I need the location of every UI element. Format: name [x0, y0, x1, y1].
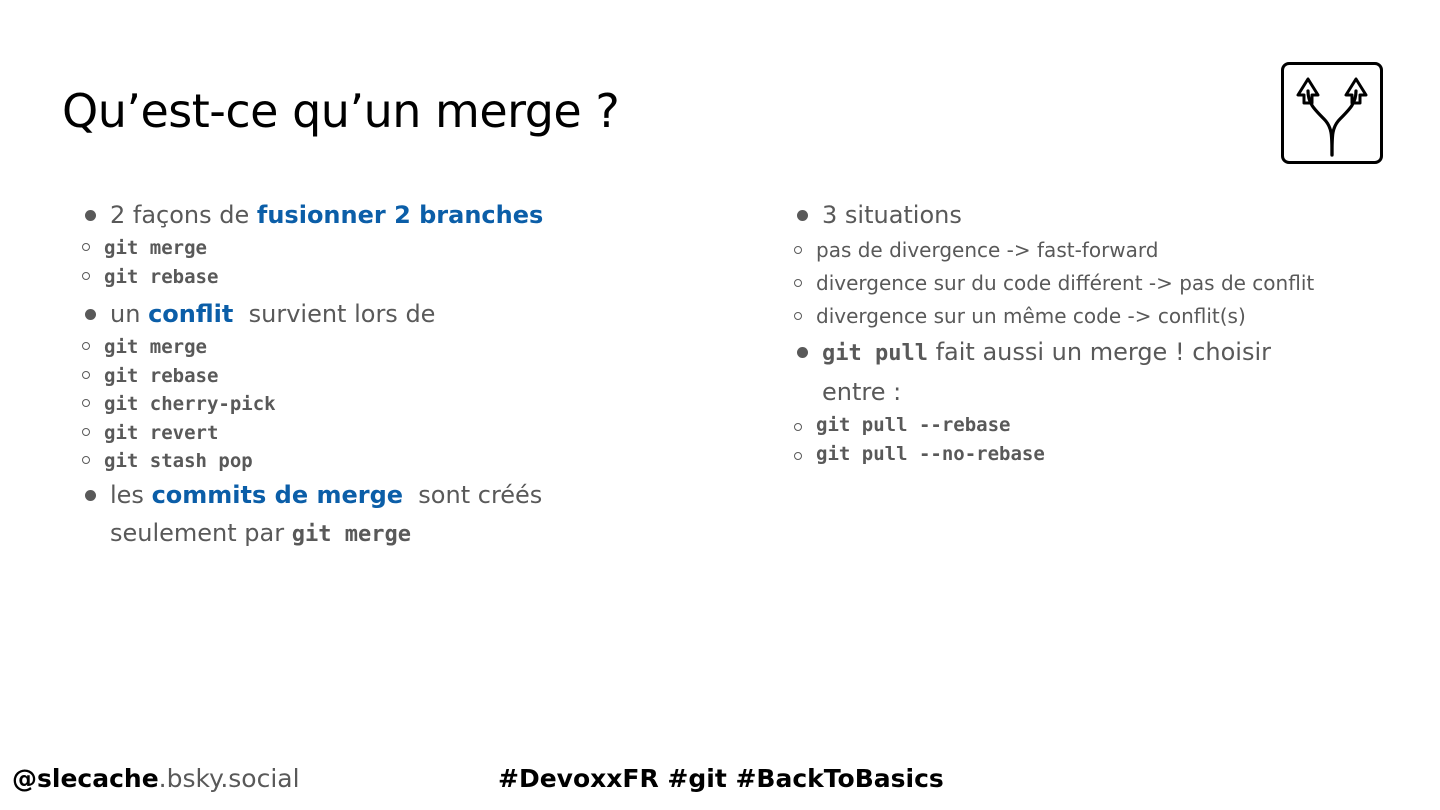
code-text: git merge [104, 237, 207, 259]
code-text: git cherry-pick [104, 393, 276, 415]
bullet-text: 3 situations [822, 201, 962, 229]
code-text: git revert [104, 421, 219, 444]
bullet-two-ways [82, 196, 722, 234]
bullet-git-pull [794, 333, 1322, 411]
bullet-text: fait aussi un merge ! choisir entre : [822, 338, 1279, 406]
highlight-text: fusionner 2 branches [256, 201, 544, 229]
sub-item [82, 447, 722, 476]
code-text: git rebase [104, 364, 219, 387]
sub-item [794, 300, 1354, 333]
code-text: git pull [822, 341, 928, 366]
sub-item [82, 362, 722, 391]
highlight-text: conflit [148, 300, 234, 328]
sub-item-text: divergence sur du code différent -> pas de conflit [816, 271, 1315, 295]
bullet-text: un [110, 300, 149, 328]
bullet-text: sont créés seulement par [110, 480, 550, 547]
sub-item [82, 333, 722, 362]
bullet-situations [794, 196, 1354, 234]
left-column [82, 196, 722, 554]
sub-item [794, 411, 1354, 440]
sub-item [82, 390, 722, 419]
handle-domain-text: .bsky.social [158, 764, 300, 793]
merge-split-arrows-icon [1281, 62, 1383, 164]
code-text: git pull --rebase [816, 414, 1011, 436]
sub-item [794, 267, 1354, 300]
right-column [794, 196, 1354, 468]
sub-item [794, 440, 1354, 469]
sub-item [82, 234, 722, 263]
slide-title: Qu’est-ce qu’un merge ? [62, 84, 620, 138]
sub-item [82, 419, 722, 448]
footer-handle [12, 764, 300, 793]
footer-hashtags: #DevoxxFR #git #BackToBasics [498, 764, 944, 793]
code-text: git merge [104, 336, 207, 358]
code-text: git pull --no-rebase [816, 442, 1045, 465]
bullet-text: survient lors de [233, 300, 436, 328]
bullet-text: 2 façons de [110, 201, 257, 229]
sub-item [794, 234, 1354, 267]
handle-text: @slecache [12, 764, 159, 793]
code-text: git rebase [104, 265, 219, 288]
bullet-conflict [82, 295, 722, 333]
sub-item-text: pas de divergence -> fast-forward [816, 238, 1159, 262]
bullet-text: les [110, 480, 152, 509]
bullet-merge-commits [82, 476, 580, 554]
highlight-text: commits de merge [151, 480, 404, 509]
code-text: git merge [291, 521, 411, 547]
sub-item-text: divergence sur un même code -> conflit(s) [816, 304, 1246, 328]
code-text: git stash pop [104, 450, 253, 472]
sub-item [82, 263, 722, 292]
